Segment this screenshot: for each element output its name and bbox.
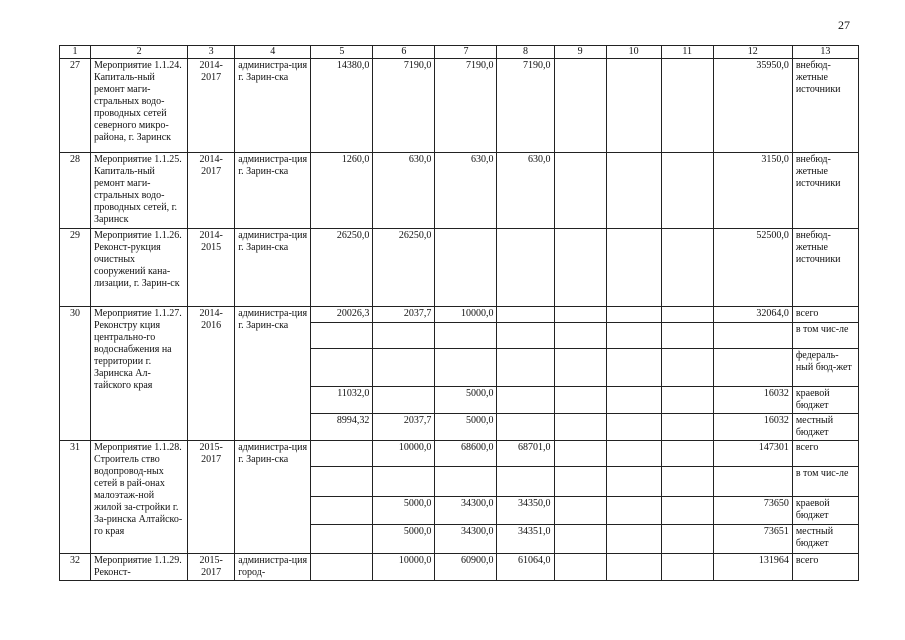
table-row — [60, 307, 859, 323]
table-row — [60, 153, 859, 229]
row-number-cell: 29 — [60, 229, 91, 307]
funding-source-cell: в том чис-ле — [792, 323, 858, 349]
amount-cell-12: 52500,0 — [713, 229, 792, 307]
amount-cell-9 — [554, 497, 606, 525]
amount-cell-9 — [554, 349, 606, 387]
funding-source-cell: федераль-ный бюд-жет — [792, 349, 858, 387]
column-header: 1 — [60, 46, 91, 59]
amount-cell-9 — [554, 525, 606, 554]
amount-cell-8: 630,0 — [497, 153, 554, 229]
amount-cell-9 — [554, 387, 606, 414]
executor-cell: администра-ция город- — [235, 554, 311, 581]
amount-cell-8 — [497, 387, 554, 414]
amount-cell-6: 10000,0 — [373, 554, 435, 581]
executor-cell: администра-ция г. Зарин-ска — [235, 59, 311, 153]
executor-cell: администра-ция г. Зарин-ска — [235, 441, 311, 554]
column-header: 6 — [373, 46, 435, 59]
column-number-row — [60, 46, 859, 59]
amount-cell-7: 34300,0 — [435, 497, 497, 525]
period-cell: 2015-2017 — [188, 554, 235, 581]
amount-cell-8: 61064,0 — [497, 554, 554, 581]
amount-cell-6: 630,0 — [373, 153, 435, 229]
column-header: 9 — [554, 46, 606, 59]
row-number-cell: 27 — [60, 59, 91, 153]
row-number-cell: 32 — [60, 554, 91, 581]
amount-cell-6: 7190,0 — [373, 59, 435, 153]
row-number-cell: 31 — [60, 441, 91, 554]
amount-cell-6 — [373, 349, 435, 387]
amount-cell-9 — [554, 467, 606, 497]
amount-cell-11 — [661, 59, 713, 153]
table-row — [60, 229, 859, 307]
column-header: 3 — [188, 46, 235, 59]
amount-cell-5 — [311, 525, 373, 554]
column-header: 12 — [713, 46, 792, 59]
amount-cell-10 — [606, 467, 661, 497]
amount-cell-12: 32064,0 — [713, 307, 792, 323]
amount-cell-12: 35950,0 — [713, 59, 792, 153]
funding-source-cell: всего — [792, 441, 858, 467]
amount-cell-5 — [311, 467, 373, 497]
amount-cell-7 — [435, 467, 497, 497]
amount-cell-8 — [497, 323, 554, 349]
amount-cell-12: 73651 — [713, 525, 792, 554]
amount-cell-8 — [497, 467, 554, 497]
amount-cell-6 — [373, 323, 435, 349]
amount-cell-12 — [713, 349, 792, 387]
amount-cell-10 — [606, 387, 661, 414]
amount-cell-10 — [606, 153, 661, 229]
event-name-cell: Мероприятие 1.1.25. Капиталь-ный ремонт маги-стральных водо-проводных сетей, г. Заринск — [91, 153, 188, 229]
budget-table — [59, 45, 859, 581]
column-header: 8 — [497, 46, 554, 59]
table-row — [60, 59, 859, 153]
amount-cell-6: 26250,0 — [373, 229, 435, 307]
table-row — [60, 554, 859, 581]
amount-cell-5: 26250,0 — [311, 229, 373, 307]
funding-source-cell: краевой бюджет — [792, 387, 858, 414]
column-header: 10 — [606, 46, 661, 59]
amount-cell-7: 68600,0 — [435, 441, 497, 467]
amount-cell-5 — [311, 349, 373, 387]
period-cell: 2014-2016 — [188, 307, 235, 441]
amount-cell-7 — [435, 229, 497, 307]
funding-source-cell: внебюд-жетные источники — [792, 59, 858, 153]
amount-cell-5: 11032,0 — [311, 387, 373, 414]
amount-cell-5: 14380,0 — [311, 59, 373, 153]
funding-source-cell: всего — [792, 554, 858, 581]
amount-cell-11 — [661, 387, 713, 414]
event-name-cell: Мероприятие 1.1.27. Реконстру кция центрально-го водоснабжения на территории г. Заринска Ал-тайского края — [91, 307, 188, 441]
amount-cell-11 — [661, 497, 713, 525]
amount-cell-10 — [606, 497, 661, 525]
amount-cell-8: 68701,0 — [497, 441, 554, 467]
amount-cell-9 — [554, 441, 606, 467]
amount-cell-9 — [554, 414, 606, 441]
amount-cell-10 — [606, 554, 661, 581]
amount-cell-10 — [606, 229, 661, 307]
table-body — [60, 46, 859, 581]
funding-source-cell: местный бюджет — [792, 525, 858, 554]
executor-cell: администра-ция г. Зарин-ска — [235, 229, 311, 307]
amount-cell-5: 8994,32 — [311, 414, 373, 441]
column-header: 4 — [235, 46, 311, 59]
amount-cell-6: 10000,0 — [373, 441, 435, 467]
amount-cell-10 — [606, 525, 661, 554]
amount-cell-6 — [373, 387, 435, 414]
period-cell: 2014-2017 — [188, 59, 235, 153]
row-number-cell: 30 — [60, 307, 91, 441]
amount-cell-10 — [606, 414, 661, 441]
period-cell: 2014-2017 — [188, 153, 235, 229]
column-header: 2 — [91, 46, 188, 59]
amount-cell-5: 1260,0 — [311, 153, 373, 229]
amount-cell-12 — [713, 323, 792, 349]
event-name-cell: Мероприятие 1.1.26. Реконст-рукция очистных сооружений кана-лизации, г. Зарин-ск — [91, 229, 188, 307]
funding-source-cell: всего — [792, 307, 858, 323]
amount-cell-8 — [497, 349, 554, 387]
funding-source-cell: краевой бюджет — [792, 497, 858, 525]
amount-cell-7: 630,0 — [435, 153, 497, 229]
column-header: 7 — [435, 46, 497, 59]
amount-cell-11 — [661, 414, 713, 441]
period-cell: 2015-2017 — [188, 441, 235, 554]
amount-cell-12: 3150,0 — [713, 153, 792, 229]
row-number-cell: 28 — [60, 153, 91, 229]
amount-cell-5: 20026,3 — [311, 307, 373, 323]
amount-cell-7: 60900,0 — [435, 554, 497, 581]
amount-cell-9 — [554, 59, 606, 153]
column-header: 5 — [311, 46, 373, 59]
amount-cell-10 — [606, 323, 661, 349]
amount-cell-11 — [661, 153, 713, 229]
amount-cell-11 — [661, 441, 713, 467]
amount-cell-9 — [554, 153, 606, 229]
page-number: 27 — [838, 18, 850, 32]
amount-cell-9 — [554, 307, 606, 323]
amount-cell-11 — [661, 323, 713, 349]
amount-cell-9 — [554, 323, 606, 349]
amount-cell-7: 5000,0 — [435, 414, 497, 441]
amount-cell-6: 5000,0 — [373, 497, 435, 525]
amount-cell-6: 2037,7 — [373, 414, 435, 441]
amount-cell-10 — [606, 59, 661, 153]
funding-source-cell: внебюд-жетные источники — [792, 229, 858, 307]
amount-cell-10 — [606, 441, 661, 467]
amount-cell-6 — [373, 467, 435, 497]
executor-cell: администра-ция г. Зарин-ска — [235, 307, 311, 441]
amount-cell-8: 34350,0 — [497, 497, 554, 525]
amount-cell-7 — [435, 349, 497, 387]
amount-cell-12: 147301 — [713, 441, 792, 467]
funding-source-cell: в том чис-ле — [792, 467, 858, 497]
amount-cell-7 — [435, 323, 497, 349]
amount-cell-7: 7190,0 — [435, 59, 497, 153]
amount-cell-12: 16032 — [713, 387, 792, 414]
amount-cell-12 — [713, 467, 792, 497]
amount-cell-11 — [661, 229, 713, 307]
amount-cell-7: 5000,0 — [435, 387, 497, 414]
amount-cell-7: 34300,0 — [435, 525, 497, 554]
amount-cell-6: 5000,0 — [373, 525, 435, 554]
amount-cell-10 — [606, 307, 661, 323]
event-name-cell: Мероприятие 1.1.28. Строитель ство водопровод-ных сетей в рай-онах малоэтаж-ной жилой за-стройки г. За-ринска Алтайско-го края — [91, 441, 188, 554]
amount-cell-5 — [311, 497, 373, 525]
amount-cell-9 — [554, 554, 606, 581]
amount-cell-6: 2037,7 — [373, 307, 435, 323]
amount-cell-12: 131964 — [713, 554, 792, 581]
column-header: 13 — [792, 46, 858, 59]
amount-cell-8 — [497, 307, 554, 323]
event-name-cell: Мероприятие 1.1.29. Реконст- — [91, 554, 188, 581]
amount-cell-5 — [311, 323, 373, 349]
funding-source-cell: местный бюджет — [792, 414, 858, 441]
period-cell: 2014-2015 — [188, 229, 235, 307]
amount-cell-12: 73650 — [713, 497, 792, 525]
amount-cell-5 — [311, 441, 373, 467]
amount-cell-10 — [606, 349, 661, 387]
amount-cell-8 — [497, 414, 554, 441]
amount-cell-11 — [661, 525, 713, 554]
amount-cell-8: 7190,0 — [497, 59, 554, 153]
amount-cell-11 — [661, 467, 713, 497]
amount-cell-8 — [497, 229, 554, 307]
amount-cell-5 — [311, 554, 373, 581]
column-header: 11 — [661, 46, 713, 59]
funding-source-cell: внебюд-жетные источники — [792, 153, 858, 229]
amount-cell-11 — [661, 349, 713, 387]
amount-cell-11 — [661, 554, 713, 581]
executor-cell: администра-ция г. Зарин-ска — [235, 153, 311, 229]
event-name-cell: Мероприятие 1.1.24. Капиталь-ный ремонт маги-стральных водо-проводных сетей северного микро-района, г. Заринск — [91, 59, 188, 153]
amount-cell-11 — [661, 307, 713, 323]
amount-cell-7: 10000,0 — [435, 307, 497, 323]
amount-cell-9 — [554, 229, 606, 307]
amount-cell-12: 16032 — [713, 414, 792, 441]
amount-cell-8: 34351,0 — [497, 525, 554, 554]
table-row — [60, 441, 859, 467]
